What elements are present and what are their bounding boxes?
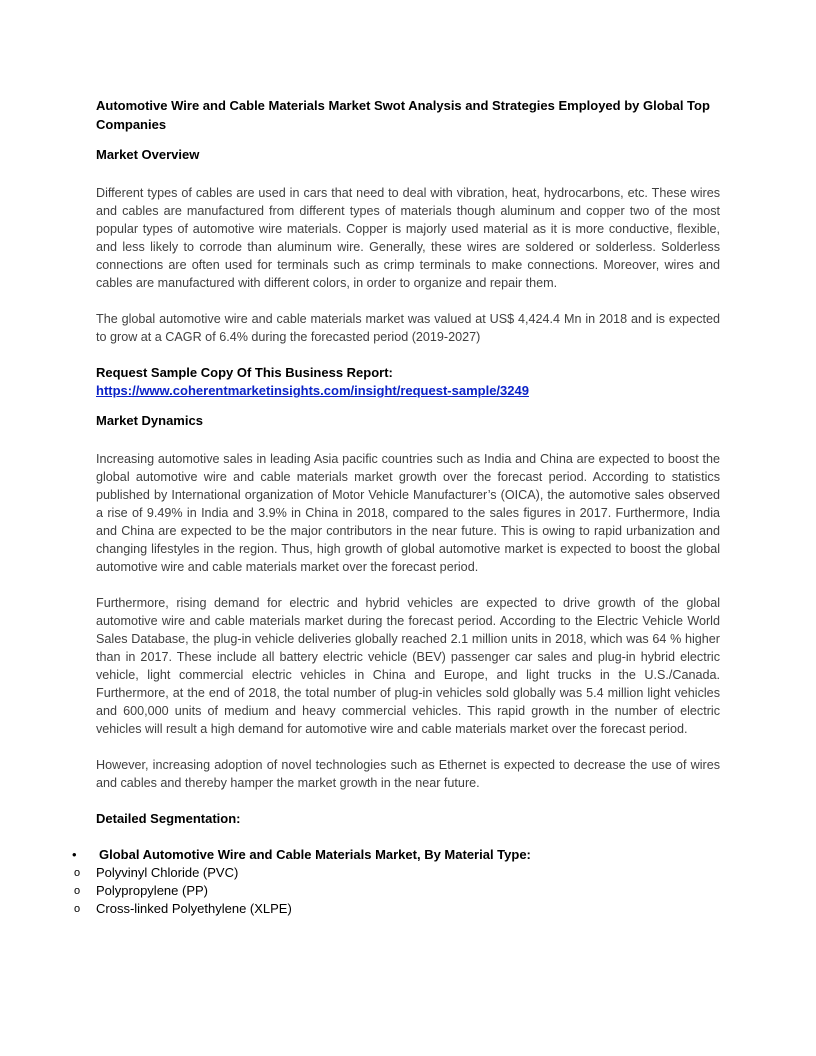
sub-item-label: Polyvinyl Chloride (PVC) (96, 865, 239, 880)
request-sample-label: Request Sample Copy Of This Business Report: (96, 365, 393, 380)
segmentation-bullet (72, 846, 720, 864)
document-title: Automotive Wire and Cable Materials Market Swot Analysis and Strategies Employed by Global Top Companies (96, 98, 710, 132)
dynamics-paragraph: Furthermore, rising demand for electric and hybrid vehicles are expected to drive growth of the global automotive wire and cable materials market during the forecast period. According to the Electric Vehicle World Sales Database, the plug-in vehicle deliveries globally reached 2.1 million units in 2018, which was 64 % higher than in 2017. These include all battery electric vehicle (BEV) passenger car sales and plug-in hybrid electric vehicle, light commercial electric vehicles in China and Europe, and light trucks in the U.S./Canada. Furthermore, at the end of 2018, the total number of plug-in vehicles sold globally was 5.4 million light vehicles and 600,000 units of medium and heavy commercial vehicles. This rapid growth in the number of electric vehicles will result a high demand for automotive wire and cable materials market over the forecast period. (96, 596, 720, 736)
market-overview-heading: Market Overview (96, 147, 200, 162)
sub-item-label: Polypropylene (PP) (96, 883, 208, 898)
sub-item-label: Cross-linked Polyethylene (XLPE) (96, 901, 292, 916)
segmentation-list (72, 846, 720, 918)
segmentation-sub-item (74, 882, 720, 900)
dynamics-paragraph: However, increasing adoption of novel technologies such as Ethernet is expected to decrease the use of wires and cables and thereby hamper the market growth in the near future. (96, 758, 720, 790)
segmentation-sub-item (74, 900, 720, 918)
sub-bullet-marker: o (74, 903, 81, 915)
segmentation-bullet-title: Global Automotive Wire and Cable Materials Market, By Material Type: (99, 847, 531, 862)
segmentation-sub-item (74, 864, 720, 882)
document-page (72, 96, 720, 918)
sub-bullet-marker: o (74, 885, 81, 897)
bullet-marker: • (72, 847, 77, 862)
overview-paragraph: The global automotive wire and cable materials market was valued at US$ 4,424.4 Mn in 2018 and is expected to grow at a CAGR of 6.4% during the forecasted period (2019-2027) (96, 312, 720, 344)
detailed-segmentation-heading: Detailed Segmentation: (96, 811, 241, 826)
request-sample-link[interactable]: https://www.coherentmarketinsights.com/insight/request-sample/3249 (96, 383, 529, 398)
dynamics-paragraph: Increasing automotive sales in leading Asia pacific countries such as India and China are expected to boost the global automotive wire and cable materials market growth over the forecast period. According to statistics published by International organization of Motor Vehicle Manufacturer’s (OICA), the automotive sales observed a rise of 9.49% in India and 3.9% in China in 2018, compared to the sales figures in 2017. Furthermore, India and China are expected to be the major contributors in the near future. This is owing to rapid urbanization and changing lifestyles in the region. Thus, high growth of global automotive market is expected to boost the global automotive wire and cable materials market over the forecast period. (96, 452, 720, 574)
overview-paragraph: Different types of cables are used in cars that need to deal with vibration, heat, hydrocarbons, etc. These wires and cables are manufactured from different types of materials though aluminum and copper two of the most popular types of automotive wire materials. Copper is majorly used material as it is more conductive, flexible, and less likely to corrode than aluminum wire. Generally, these wires are soldered or solderless. Solderless connections are often used for terminals such as crimp terminals to make connections. Moreover, wires and cables are manufactured with different colors, in order to organize and repair them. (96, 186, 720, 290)
request-sample-block (96, 364, 720, 400)
market-dynamics-heading: Market Dynamics (96, 413, 203, 428)
sub-bullet-marker: o (74, 867, 81, 879)
